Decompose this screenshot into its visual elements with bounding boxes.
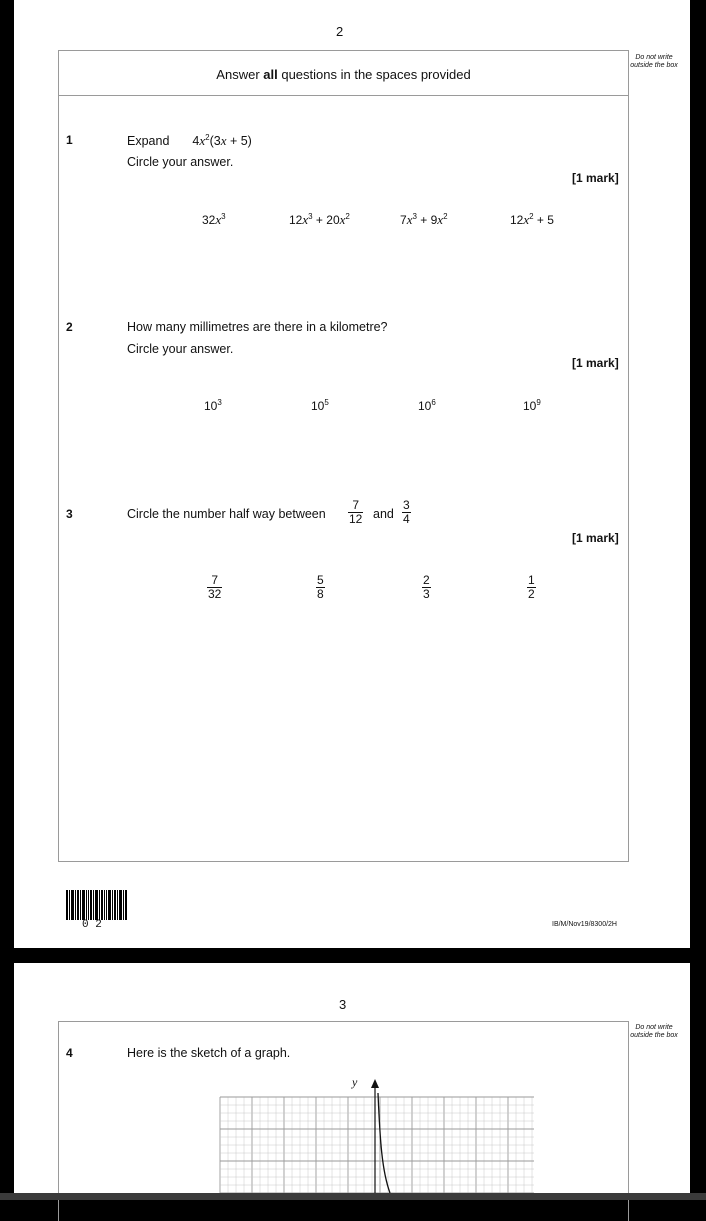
question-4-text: Here is the sketch of a graph. — [127, 1046, 291, 1060]
question-2-text: How many millimetres are there in a kilometre? — [127, 320, 388, 334]
q2-option-1[interactable]: $10^3$ — [204, 398, 222, 413]
question-1-number: 1 — [66, 133, 73, 147]
question-2-instruction: Circle your answer. — [127, 342, 234, 356]
q2-option-3[interactable]: $10^6$ — [418, 398, 436, 413]
q1-option-1[interactable]: $32x^3$ — [202, 212, 226, 227]
q3-fraction-b: 3 4 — [403, 498, 410, 526]
header-divider — [58, 95, 629, 96]
page-number: 3 — [339, 997, 347, 1012]
exam-page-2 — [14, 0, 690, 948]
question-2-number: 2 — [66, 320, 73, 334]
q2-option-4[interactable]: $10^9$ — [523, 398, 541, 413]
question-1-expand: Expand $4x^2(3x + 5)$ — [127, 133, 252, 148]
graph-sketch — [204, 1071, 534, 1193]
question-1-expression: $4x^2(3x + 5)$ — [192, 133, 252, 148]
question-1-instruction: Circle your answer. — [127, 155, 234, 169]
barcode — [66, 890, 128, 920]
viewer-bottom-bar — [0, 1193, 706, 1200]
question-3-text: Circle the number half way between — [127, 507, 326, 521]
graph-grid — [220, 1097, 534, 1193]
y-axis-arrow — [371, 1079, 379, 1088]
question-3-marks: [1 mark] — [572, 531, 619, 545]
q2-option-2[interactable]: $10^5$ — [311, 398, 329, 413]
question-3-number: 3 — [66, 507, 73, 521]
page-number: 2 — [336, 24, 344, 39]
q3-option-1[interactable]: 7 32 — [208, 573, 222, 601]
q3-fraction-a: 7 12 — [349, 498, 363, 526]
exam-page-3 — [14, 963, 690, 1193]
q3-and: and — [373, 507, 394, 521]
answer-box — [58, 50, 629, 862]
y-axis-label: y — [352, 1075, 358, 1089]
q1-option-3[interactable]: $7x^3 + 9x^2$ — [400, 212, 448, 227]
question-1-marks: [1 mark] — [572, 171, 619, 185]
q3-option-3[interactable]: 2 3 — [423, 573, 430, 601]
question-4-number: 4 — [66, 1046, 73, 1060]
q1-option-4[interactable]: $12x^2 + 5$ — [510, 212, 554, 227]
barcode-digits: 0 2 — [82, 919, 102, 931]
q1-option-2[interactable]: $12x^3 + 20x^2$ — [289, 212, 350, 227]
instructions-header: Answer all questions in the spaces provided — [216, 67, 471, 82]
question-2-marks: [1 mark] — [572, 356, 619, 370]
margin-note: Do not write outside the box — [630, 1024, 678, 1039]
margin-note: Do not write outside the box — [630, 54, 678, 69]
q3-option-4[interactable]: 1 2 — [528, 573, 535, 601]
q3-option-2[interactable]: 5 8 — [317, 573, 324, 601]
footer-code: IB/M/Nov19/8300/2H — [552, 921, 617, 928]
